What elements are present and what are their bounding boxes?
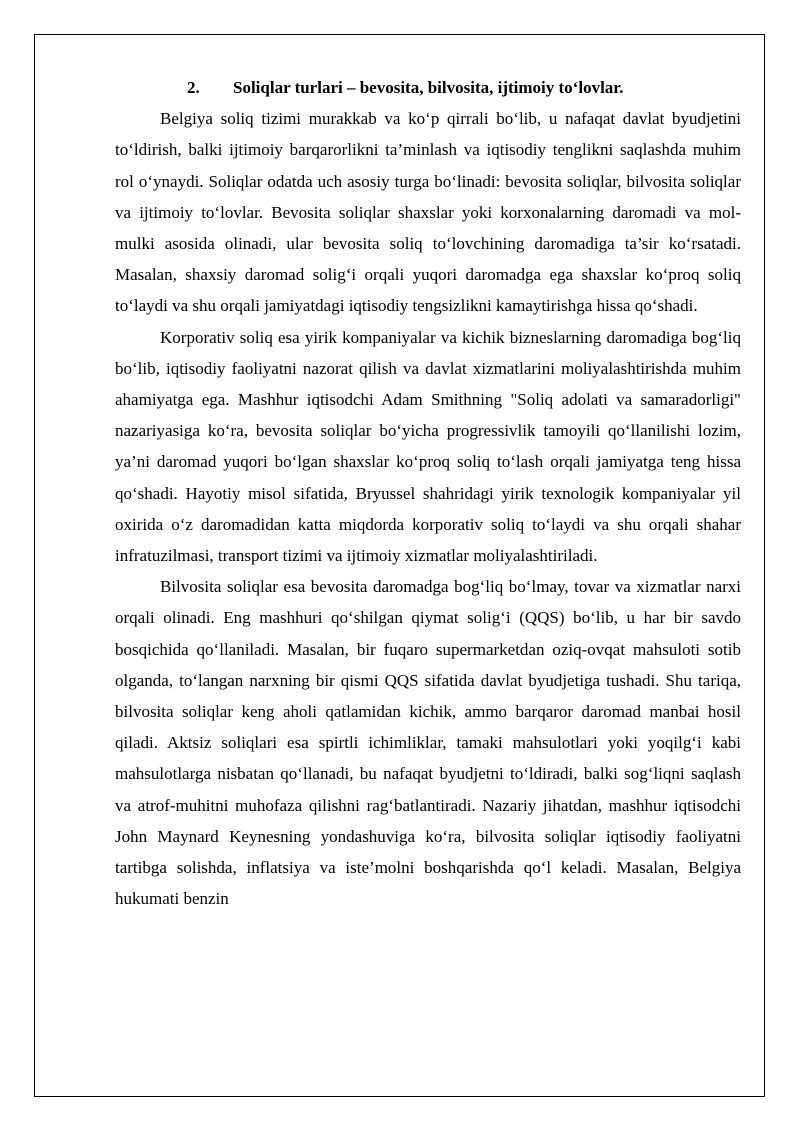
paragraph-3: Bilvosita soliqlar esa bevosita daromadga bog‘liq bo‘lmay, tovar va xizmatlar narxi orqali olinadi. Eng mashhuri qo‘shilgan qiymat solig‘i (QQS) bo‘lib, u har bir savdo bosqichida qo‘llaniladi. Masalan, bir fuqaro supermarketdan oziq-ovqat mahsuloti sotib olganda, to‘langan narxning bir qismi QQS sifatida davlat byudjetiga tushadi. Shu tariqa, bilvosita soliqlar keng aholi qatlamidan kichik, ammo barqaror daromad manbai hosil qiladi. Aktsiz soliqlari esa spirtli ichimliklar, tamaki mahsulotlari yoki yoqilg‘i kabi mahsulotlarga nisbatan qo‘llanadi, bu nafaqat byudjetni to‘ldiradi, balki sog‘liqni saqlash va atrof-muhitni muhofaza qilishni rag‘batlantiradi. Nazariy jihatdan, mashhur iqtisodchi John Maynard Keynesning yondashuviga ko‘ra, bilvosita soliqlar iqtisodiy faoliyatni tartibga solishda, inflatsiya va iste’molni boshqarishda qo‘l keladi. Masalan, Belgiya hukumati benzin: [115, 577, 741, 909]
section-title: Soliqlar turlari – bevosita, bilvosita, ijtimoiy to‘lovlar.: [233, 78, 624, 97]
section-number: 2.: [187, 78, 200, 97]
paragraph-2: Korporativ soliq esa yirik kompaniyalar va kichik bizneslarning daromadiga bog‘liq bo‘lib, iqtisodiy faoliyatni nazorat qilish va davlat xizmatlarini moliyalashtirishda muhim ahamiyatga ega. Mashhur iqtisodchi Adam Smithning "Soliq adolati va samaradorligi" nazariyasiga ko‘ra, bevosita soliqlar bo‘yicha progressivlik tamoyili qo‘llanilishi lozim, ya’ni daromad yuqori bo‘lgan shaxslar ko‘proq soliq to‘lash orqali jamiyatga teng hissa qo‘shadi. Hayotiy misol sifatida, Bryussel shahridagi yirik texnologik kompaniyalar yil oxirida o‘z daromadidan katta miqdorda korporativ soliq to‘laydi va shu orqali shahar infratuzilmasi, transport tizimi va ijtimoiy xizmatlar moliyalashtiriladi.: [115, 327, 741, 566]
section-heading: [115, 72, 741, 103]
document-body: [115, 72, 741, 914]
paragraph-1: Belgiya soliq tizimi murakkab va ko‘p qirrali bo‘lib, u nafaqat davlat byudjetini to‘ldirish, balki ijtimoiy barqarorlikni ta’minlash va iqtisodiy tenglikni saqlashda muhim rol o‘ynaydi. Soliqlar odatda uch asosiy turga bo‘linadi: bevosita soliqlar, bilvosita soliqlar va ijtimoiy to‘lovlar. Bevosita soliqlar shaxslar yoki korxonalarning daromadi va mol-mulki asosida olinadi, ular bevosita soliq to‘lovchining daromadiga ta’sir ko‘rsatadi. Masalan, shaxsiy daromad solig‘i orqali yuqori daromadga ega shaxslar ko‘proq soliq to‘laydi va shu orqali jamiyatdagi iqtisodiy tengsizlikni kamaytirishga hissa qo‘shadi.: [115, 109, 741, 316]
